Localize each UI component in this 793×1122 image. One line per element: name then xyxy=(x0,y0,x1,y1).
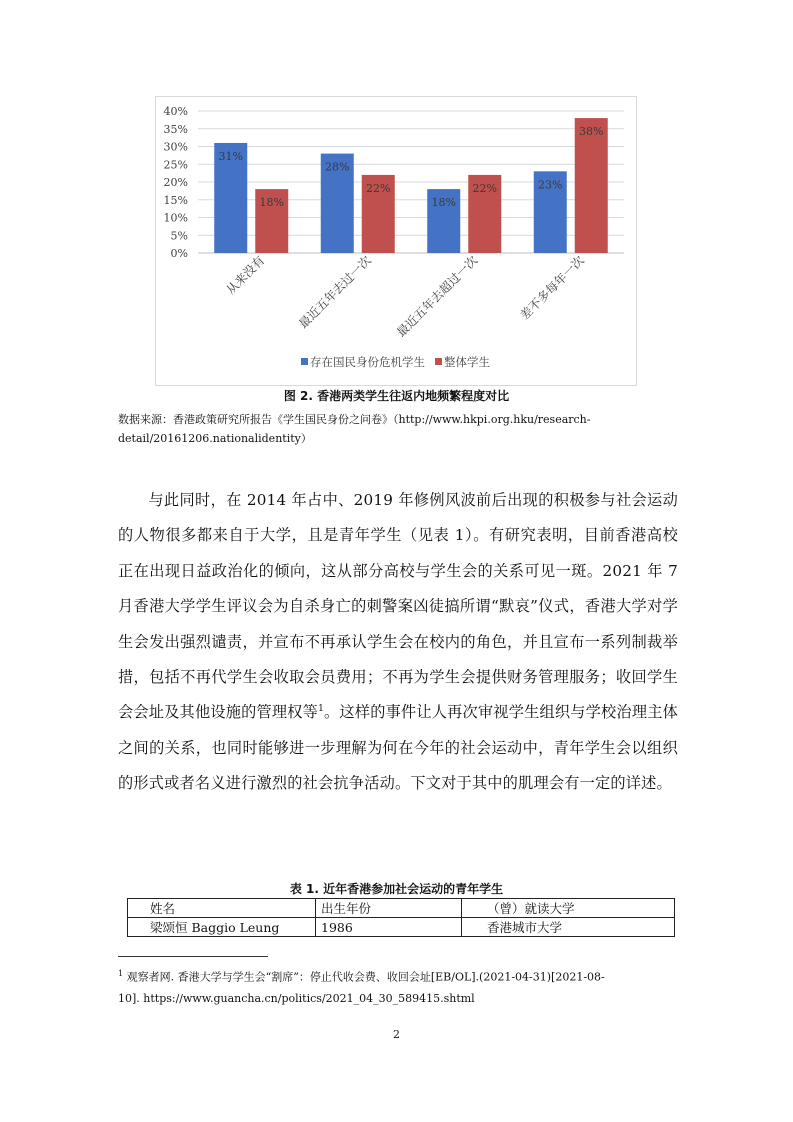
x-category-label: 差不多每年一次 xyxy=(517,253,587,323)
y-tick-label: 30% xyxy=(163,140,188,154)
legend-entry: 整体学生 xyxy=(444,355,490,369)
y-tick-label: 35% xyxy=(163,122,188,136)
paragraph-text-b: 。这样的事件让人再次审视学生组织与学校治理主体之间的关系，也同时能够进一步理解为何在今年的社会运动中，青年学生会以组织的形式或者名义进行激烈的社会抗争活动。下文对于其中的肌理会有一定的详述。 xyxy=(118,703,678,793)
footnote-ref[interactable]: 1 xyxy=(318,704,325,715)
data-label: 28% xyxy=(325,160,350,174)
data-source xyxy=(118,410,678,448)
cell-birth-year: 1986 xyxy=(316,918,462,937)
footnote-divider xyxy=(118,956,268,957)
footnote xyxy=(118,963,678,1009)
footnote-text-1: 观察者网. 香港大学与学生会“割席”：停止代收会费、收回会址[EB/OL].(2021-04-31)[2021-08- xyxy=(123,970,605,984)
figure-caption: 图 2. 香港两类学生往返内地频繁程度对比 xyxy=(283,389,510,403)
data-source-line-2: detail/20161206.nationalidentity） xyxy=(118,432,312,445)
legend-swatch xyxy=(435,358,442,365)
y-tick-label: 10% xyxy=(163,211,188,225)
chart-container xyxy=(155,96,637,386)
header-university: （曾）就读大学 xyxy=(462,899,675,918)
header-birth-year: 出生年份 xyxy=(316,899,462,918)
x-category-label: 最近五年去过一次 xyxy=(296,253,374,332)
y-tick-label: 0% xyxy=(170,247,188,260)
data-label: 22% xyxy=(472,181,497,195)
data-source-line-1: 数据来源：香港政策研究所报告《学生国民身份之问卷》（http://www.hkpi.org.hku/research- xyxy=(118,413,591,426)
data-label: 18% xyxy=(431,196,456,210)
x-category-label: 从来没有 xyxy=(223,253,268,298)
header-name: 姓名 xyxy=(128,899,316,918)
y-tick-label: 15% xyxy=(163,193,188,207)
page-number: 2 xyxy=(393,1028,400,1041)
legend-entry: 存在国民身份危机学生 xyxy=(310,355,425,369)
y-tick-label: 40% xyxy=(163,105,188,118)
footnote-line-1 xyxy=(118,963,678,988)
body-paragraph xyxy=(118,483,678,802)
bar-chart xyxy=(156,97,636,385)
cell-name: 梁颂恒 Baggio Leung xyxy=(128,918,316,937)
students-table xyxy=(127,898,675,937)
x-category-label: 最近五年去超过一次 xyxy=(394,253,481,340)
legend-swatch xyxy=(301,358,308,365)
data-label: 31% xyxy=(218,149,243,163)
table-row xyxy=(128,918,675,937)
data-label: 22% xyxy=(366,181,391,195)
footnote-number: 1 xyxy=(118,969,124,978)
data-label: 18% xyxy=(259,196,284,210)
y-tick-label: 20% xyxy=(163,176,188,189)
data-label: 23% xyxy=(538,178,563,192)
table-caption: 表 1. 近年香港参加社会运动的青年学生 xyxy=(289,882,504,896)
footnote-line-2[interactable]: 10]. https://www.guancha.cn/politics/2021_04_30_589415.shtml xyxy=(118,991,475,1005)
data-label: 38% xyxy=(579,125,604,139)
table-header-row xyxy=(128,899,675,918)
y-tick-label: 25% xyxy=(163,158,188,172)
cell-university: 香港城市大学 xyxy=(462,918,675,937)
bar-overall xyxy=(575,118,608,253)
y-tick-label: 5% xyxy=(170,229,188,243)
paragraph-text-a: 与此同时，在 2014 年占中、2019 年修例风波前后出现的积极参与社会运动的人物很多都来自于大学，且是青年学生（见表 1）。有研究表明，目前香港高校正在出现日益政治化的倾向，这从部分高校与学生会的关系可见一斑。2021 年 7 月香港大学学生评议会为自杀身亡的刺警案凶徒搞所谓“默哀”仪式，香港大学对学生会发出强烈谴责，并宣布不再承认学生会在校内的角色，并且宣布一系列制裁举措，包括不再代学生会收取会员费用；不再为学生会提供财务管理服务；收回学生会会址及其他设施的管理权等 xyxy=(118,491,678,722)
